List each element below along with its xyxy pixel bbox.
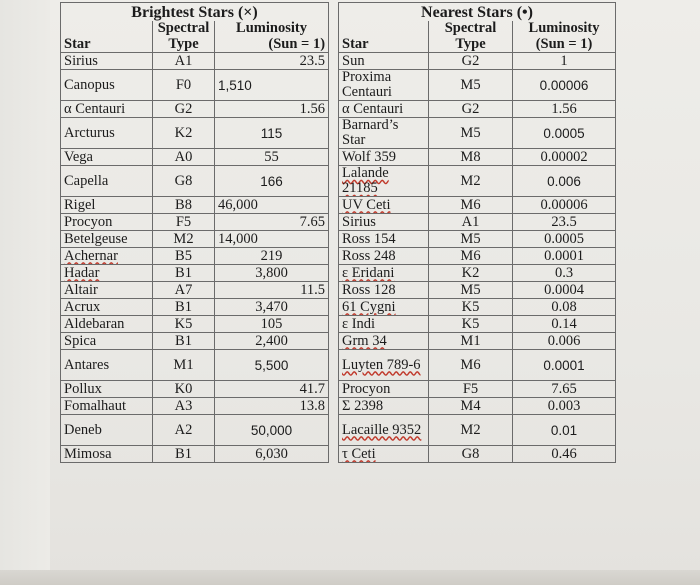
star-name: Acrux bbox=[61, 299, 153, 316]
star-name: α Centauri bbox=[61, 101, 153, 118]
luminosity-value: 0.0001 bbox=[513, 248, 616, 265]
table-row bbox=[61, 350, 329, 381]
header-sun: (Sun = 1) bbox=[215, 36, 329, 53]
star-name: Ross 248 bbox=[339, 248, 429, 265]
table-row bbox=[339, 350, 616, 381]
header-type: Type bbox=[153, 36, 215, 53]
table-row bbox=[339, 381, 616, 398]
star-name: Vega bbox=[61, 149, 153, 166]
table-row bbox=[61, 197, 329, 214]
luminosity-value: 1,510 bbox=[215, 70, 329, 101]
spectral-type: K5 bbox=[429, 316, 513, 333]
brightest-stars-title: Brightest Stars (×) bbox=[61, 3, 329, 22]
spectral-type: M5 bbox=[429, 282, 513, 299]
spectral-type: G2 bbox=[429, 53, 513, 70]
table-row bbox=[339, 149, 616, 166]
spectral-type: G8 bbox=[153, 166, 215, 197]
table-row bbox=[61, 299, 329, 316]
table-row bbox=[339, 398, 616, 415]
header-sun: (Sun = 1) bbox=[513, 36, 616, 53]
spectral-type: M1 bbox=[429, 333, 513, 350]
table-row bbox=[61, 214, 329, 231]
table-row bbox=[61, 149, 329, 166]
spectral-type: B1 bbox=[153, 333, 215, 350]
luminosity-value: 0.00006 bbox=[513, 70, 616, 101]
table-row bbox=[339, 214, 616, 231]
header-luminosity: Luminosity bbox=[215, 21, 329, 36]
page-bottom-edge bbox=[0, 570, 700, 585]
header-blank bbox=[339, 21, 429, 36]
luminosity-value: 5,500 bbox=[215, 350, 329, 381]
table-row bbox=[339, 118, 616, 149]
nearest-stars-title: Nearest Stars (•) bbox=[339, 3, 616, 22]
table-row bbox=[61, 70, 329, 101]
luminosity-value: 105 bbox=[215, 316, 329, 333]
luminosity-value: 23.5 bbox=[215, 53, 329, 70]
luminosity-value: 0.0001 bbox=[513, 350, 616, 381]
star-name: Procyon bbox=[61, 214, 153, 231]
luminosity-value: 55 bbox=[215, 149, 329, 166]
spectral-type: F5 bbox=[429, 381, 513, 398]
luminosity-value: 50,000 bbox=[215, 415, 329, 446]
star-name: Deneb bbox=[61, 415, 153, 446]
table-row bbox=[61, 446, 329, 463]
star-name: Mimosa bbox=[61, 446, 153, 463]
spectral-type: F0 bbox=[153, 70, 215, 101]
luminosity-value: 166 bbox=[215, 166, 329, 197]
spectral-type: M5 bbox=[429, 118, 513, 149]
star-name: Grm 34 bbox=[339, 333, 429, 350]
spectral-type: G2 bbox=[429, 101, 513, 118]
luminosity-value: 46,000 bbox=[215, 197, 329, 214]
star-name: ε Indi bbox=[339, 316, 429, 333]
spectral-type: B1 bbox=[153, 299, 215, 316]
luminosity-value: 0.46 bbox=[513, 446, 616, 463]
luminosity-value: 3,470 bbox=[215, 299, 329, 316]
star-name: UV Ceti bbox=[339, 197, 429, 214]
table-row bbox=[61, 231, 329, 248]
table-row bbox=[339, 166, 616, 197]
star-name: Altair bbox=[61, 282, 153, 299]
page-edge-shadow bbox=[0, 0, 50, 585]
star-name: Ross 154 bbox=[339, 231, 429, 248]
luminosity-value: 13.8 bbox=[215, 398, 329, 415]
star-name: Σ 2398 bbox=[339, 398, 429, 415]
spectral-type: F5 bbox=[153, 214, 215, 231]
table-row bbox=[61, 415, 329, 446]
table-row bbox=[61, 248, 329, 265]
table-row bbox=[339, 197, 616, 214]
spectral-type: A0 bbox=[153, 149, 215, 166]
star-name: Sirius bbox=[339, 214, 429, 231]
table-row bbox=[61, 166, 329, 197]
star-name: Luyten 789-6 bbox=[339, 350, 429, 381]
star-name: Pollux bbox=[61, 381, 153, 398]
star-name: Hadar bbox=[61, 265, 153, 282]
table-row bbox=[339, 415, 616, 446]
table-row bbox=[339, 299, 616, 316]
luminosity-value: 7.65 bbox=[513, 381, 616, 398]
star-name: 61 Cygni bbox=[339, 299, 429, 316]
table-row bbox=[61, 381, 329, 398]
star-name: Lalande 21185 bbox=[339, 166, 429, 197]
spectral-type: M2 bbox=[153, 231, 215, 248]
luminosity-value: 0.08 bbox=[513, 299, 616, 316]
luminosity-value: 2,400 bbox=[215, 333, 329, 350]
spectral-type: K2 bbox=[429, 265, 513, 282]
luminosity-value: 1.56 bbox=[513, 101, 616, 118]
star-name: Spica bbox=[61, 333, 153, 350]
star-name: Arcturus bbox=[61, 118, 153, 149]
luminosity-value: 41.7 bbox=[215, 381, 329, 398]
luminosity-value: 0.3 bbox=[513, 265, 616, 282]
luminosity-value: 1.56 bbox=[215, 101, 329, 118]
spectral-type: A1 bbox=[153, 53, 215, 70]
star-name: Sun bbox=[339, 53, 429, 70]
star-name: α Centauri bbox=[339, 101, 429, 118]
table-row bbox=[61, 282, 329, 299]
spectral-type: M4 bbox=[429, 398, 513, 415]
spectral-type: A7 bbox=[153, 282, 215, 299]
luminosity-value: 14,000 bbox=[215, 231, 329, 248]
nearest-stars-table bbox=[338, 2, 616, 463]
table-row bbox=[339, 70, 616, 101]
star-name: Barnard’s Star bbox=[339, 118, 429, 149]
header-spectral: Spectral bbox=[153, 21, 215, 36]
luminosity-value: 0.0004 bbox=[513, 282, 616, 299]
table-row bbox=[61, 118, 329, 149]
luminosity-value: 0.006 bbox=[513, 333, 616, 350]
spectral-type: M2 bbox=[429, 415, 513, 446]
luminosity-value: 0.14 bbox=[513, 316, 616, 333]
table-row bbox=[339, 265, 616, 282]
star-name: ε Eridani bbox=[339, 265, 429, 282]
spectral-type: B8 bbox=[153, 197, 215, 214]
table-row bbox=[61, 53, 329, 70]
header-spectral: Spectral bbox=[429, 21, 513, 36]
spectral-type: A2 bbox=[153, 415, 215, 446]
spectral-type: M8 bbox=[429, 149, 513, 166]
table-row bbox=[339, 53, 616, 70]
table-row bbox=[61, 316, 329, 333]
luminosity-value: 23.5 bbox=[513, 214, 616, 231]
luminosity-value: 3,800 bbox=[215, 265, 329, 282]
star-name: Betelgeuse bbox=[61, 231, 153, 248]
spectral-type: A3 bbox=[153, 398, 215, 415]
luminosity-value: 0.006 bbox=[513, 166, 616, 197]
star-name: Rigel bbox=[61, 197, 153, 214]
spectral-type: M5 bbox=[429, 70, 513, 101]
star-name: Ross 128 bbox=[339, 282, 429, 299]
luminosity-value: 11.5 bbox=[215, 282, 329, 299]
luminosity-value: 219 bbox=[215, 248, 329, 265]
table-row bbox=[339, 282, 616, 299]
brightest-stars-table bbox=[60, 2, 329, 463]
table-row bbox=[339, 248, 616, 265]
luminosity-value: 0.01 bbox=[513, 415, 616, 446]
header-luminosity: Luminosity bbox=[513, 21, 616, 36]
star-name: Procyon bbox=[339, 381, 429, 398]
spectral-type: G8 bbox=[429, 446, 513, 463]
spectral-type: B5 bbox=[153, 248, 215, 265]
header-star: Star bbox=[61, 36, 153, 53]
table-row bbox=[61, 333, 329, 350]
luminosity-value: 1 bbox=[513, 53, 616, 70]
star-name: Capella bbox=[61, 166, 153, 197]
table-row bbox=[339, 446, 616, 463]
spectral-type: M6 bbox=[429, 350, 513, 381]
star-name: Fomalhaut bbox=[61, 398, 153, 415]
luminosity-value: 0.0005 bbox=[513, 118, 616, 149]
star-name: Lacaille 9352 bbox=[339, 415, 429, 446]
star-name: Aldebaran bbox=[61, 316, 153, 333]
table-row bbox=[339, 316, 616, 333]
spectral-type: K5 bbox=[429, 299, 513, 316]
table-row bbox=[339, 333, 616, 350]
spectral-type: A1 bbox=[429, 214, 513, 231]
luminosity-value: 115 bbox=[215, 118, 329, 149]
spectral-type: M1 bbox=[153, 350, 215, 381]
header-star: Star bbox=[339, 36, 429, 53]
table-row bbox=[339, 231, 616, 248]
spectral-type: B1 bbox=[153, 446, 215, 463]
star-name: Achernar bbox=[61, 248, 153, 265]
spectral-type: K0 bbox=[153, 381, 215, 398]
spectral-type: M6 bbox=[429, 197, 513, 214]
star-name: τ Ceti bbox=[339, 446, 429, 463]
star-name: Wolf 359 bbox=[339, 149, 429, 166]
luminosity-value: 0.0005 bbox=[513, 231, 616, 248]
spectral-type: K2 bbox=[153, 118, 215, 149]
star-name: Sirius bbox=[61, 53, 153, 70]
spectral-type: G2 bbox=[153, 101, 215, 118]
header-type: Type bbox=[429, 36, 513, 53]
spectral-type: K5 bbox=[153, 316, 215, 333]
luminosity-value: 7.65 bbox=[215, 214, 329, 231]
star-name: Proxima Centauri bbox=[339, 70, 429, 101]
table-row bbox=[61, 265, 329, 282]
luminosity-value: 0.003 bbox=[513, 398, 616, 415]
star-name: Antares bbox=[61, 350, 153, 381]
star-name: Canopus bbox=[61, 70, 153, 101]
spectral-type: M6 bbox=[429, 248, 513, 265]
luminosity-value: 0.00006 bbox=[513, 197, 616, 214]
table-row bbox=[61, 398, 329, 415]
spectral-type: M5 bbox=[429, 231, 513, 248]
spectral-type: M2 bbox=[429, 166, 513, 197]
spectral-type: B1 bbox=[153, 265, 215, 282]
luminosity-value: 6,030 bbox=[215, 446, 329, 463]
table-row bbox=[61, 101, 329, 118]
header-blank bbox=[61, 21, 153, 36]
table-row bbox=[339, 101, 616, 118]
luminosity-value: 0.00002 bbox=[513, 149, 616, 166]
